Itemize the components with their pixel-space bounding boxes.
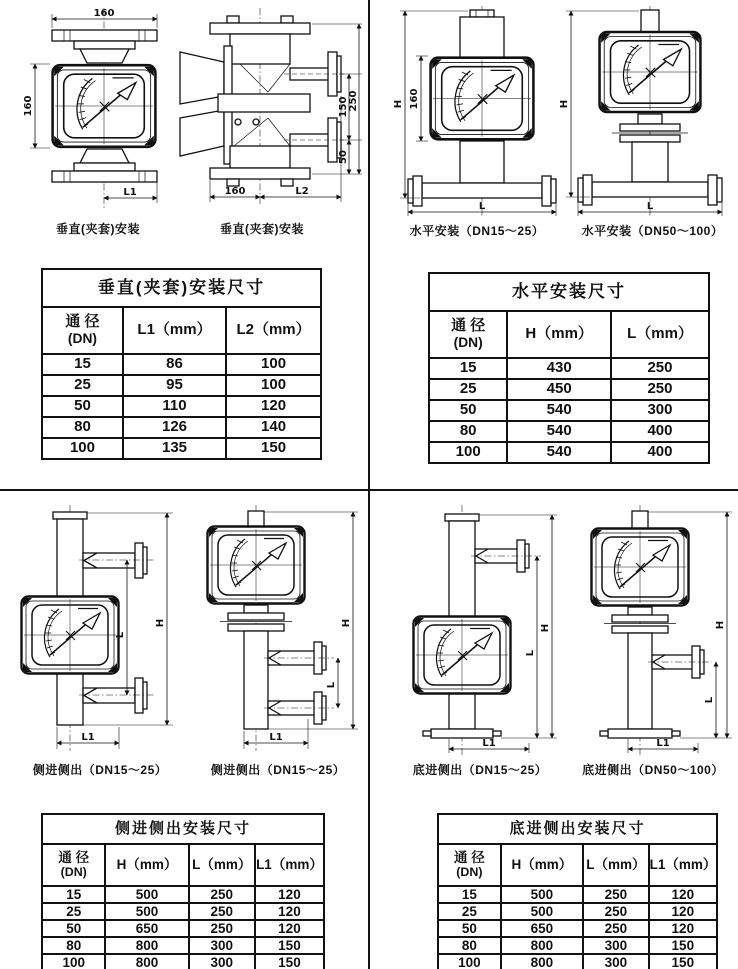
- dim-label: 160: [409, 88, 420, 110]
- table-cell: 150: [255, 937, 324, 954]
- table-cell: 300: [189, 937, 255, 954]
- table-row: [429, 442, 709, 463]
- dim-label: L1: [81, 732, 95, 743]
- dim-label: L1: [123, 187, 137, 198]
- dim-label: L: [115, 631, 126, 639]
- column-header-dn: [429, 311, 507, 358]
- table-row: [438, 937, 717, 954]
- gauge-indicator: [53, 65, 156, 147]
- column-header: L1（mm）: [123, 307, 226, 354]
- table-row: [42, 903, 324, 920]
- table-cell: 50: [429, 400, 507, 421]
- table-cell: 95: [123, 375, 226, 396]
- table-cell: 150: [226, 438, 321, 459]
- dim-label: H: [715, 620, 726, 630]
- table-cell: 15: [42, 886, 105, 903]
- drawing-horizontal-large: [559, 4, 728, 220]
- dn-label: 通 径: [65, 313, 100, 331]
- table-cell: 500: [501, 886, 583, 903]
- table-cell: 150: [255, 954, 324, 969]
- table-row: [429, 421, 709, 442]
- dim-label: H: [155, 618, 166, 628]
- drawing-horizontal-small: [393, 4, 558, 220]
- table-cell: 120: [226, 396, 321, 417]
- table-cell: 50: [42, 396, 123, 417]
- dim-label: H: [393, 99, 404, 109]
- table-cell: 650: [105, 920, 188, 937]
- table-cell: 150: [649, 937, 717, 954]
- table-row: [438, 886, 717, 903]
- meter-body: [592, 511, 713, 738]
- table-cell: 250: [611, 358, 709, 379]
- table-row: [42, 937, 324, 954]
- table-cell: 80: [42, 937, 105, 954]
- table-cell: 50: [438, 920, 501, 937]
- dim-label: L: [646, 201, 654, 212]
- table-cell: 15: [429, 358, 507, 379]
- dim-label: L: [326, 681, 337, 689]
- dim-label: L1: [482, 738, 496, 749]
- table-cell: 250: [583, 920, 649, 937]
- drawing-caption: 侧进侧出（DN15～25）: [210, 763, 346, 777]
- dimension-table-wrap: [41, 268, 322, 460]
- meter-body: [208, 511, 335, 729]
- table-row: [429, 358, 709, 379]
- table-cell: 300: [583, 954, 649, 969]
- drawing-bottom-in-side-out-large: [570, 503, 732, 759]
- dim-label: 50: [338, 150, 349, 164]
- dim-label: 160: [224, 186, 246, 197]
- table-cell: 250: [611, 379, 709, 400]
- column-header: L（mm）: [189, 844, 255, 886]
- dn-unit: (DN): [456, 864, 483, 879]
- table-row: [42, 438, 321, 459]
- table-cell: 140: [226, 417, 321, 438]
- gauge-indicator: [592, 529, 689, 606]
- table-title: 垂直(夹套)安装尺寸: [42, 269, 321, 307]
- table-title: 侧进侧出安装尺寸: [42, 814, 324, 844]
- table-cell: 126: [123, 417, 226, 438]
- gauge-indicator: [22, 597, 119, 674]
- dimension-table-wrap: [437, 813, 718, 969]
- column-header: L1（mm）: [649, 844, 717, 886]
- table-cell: 430: [507, 358, 611, 379]
- meter-body: [180, 16, 344, 186]
- table-cell: 120: [255, 886, 324, 903]
- dn-unit: (DN): [453, 335, 483, 351]
- dim-label: 150: [338, 96, 349, 118]
- drawing-caption: 水平安装（DN50～100）: [581, 224, 724, 238]
- table-cell: 800: [105, 937, 188, 954]
- table-cell: 800: [501, 954, 583, 969]
- dn-unit: (DN): [67, 331, 98, 347]
- table-cell: 120: [255, 920, 324, 937]
- table-cell: 100: [226, 375, 321, 396]
- dim-label: H: [341, 618, 352, 628]
- table-cell: 540: [507, 442, 611, 463]
- table-title: 底进侧出安装尺寸: [438, 814, 717, 844]
- gauge-indicator: [600, 32, 701, 112]
- table-cell: 80: [438, 937, 501, 954]
- table-cell: 400: [611, 442, 709, 463]
- drawing-bottom-in-side-out-small: [395, 503, 563, 759]
- meter-body: [414, 514, 542, 738]
- table-cell: 80: [42, 417, 123, 438]
- table-cell: 50: [42, 920, 105, 937]
- meter-body: [52, 30, 157, 182]
- table-row: [429, 400, 709, 421]
- quadrant-bottom-in-side-out: [370, 491, 738, 969]
- table-cell: 80: [429, 421, 507, 442]
- table-row: [429, 379, 709, 400]
- table-row: [42, 417, 321, 438]
- table-cell: 250: [583, 886, 649, 903]
- drawing-caption: 侧进侧出（DN15～25）: [32, 763, 168, 777]
- dim-label: L: [704, 696, 715, 704]
- table-row: [42, 354, 321, 375]
- quadrant-side-in-side-out: [0, 491, 368, 969]
- column-header: H（mm）: [501, 844, 583, 886]
- table-row: [42, 920, 324, 937]
- dn-label: 通 径: [451, 317, 486, 335]
- table-cell: 110: [123, 396, 226, 417]
- table-cell: 150: [649, 954, 717, 969]
- drawing-vertical-jacket-front: [22, 6, 172, 210]
- dim-label: 250: [348, 90, 359, 112]
- drawing-side-in-side-out-small: [15, 503, 185, 755]
- table-cell: 86: [123, 354, 226, 375]
- table-cell: 120: [649, 903, 717, 920]
- table-cell: 250: [583, 903, 649, 920]
- table-title: 水平安装尺寸: [429, 273, 709, 311]
- column-header: L（mm）: [611, 311, 709, 358]
- dim-label: L: [478, 201, 486, 212]
- gauge-indicator: [208, 527, 305, 604]
- table-cell: 100: [438, 954, 501, 969]
- dim-label: L1: [269, 732, 283, 743]
- table-cell: 25: [429, 379, 507, 400]
- column-header: L（mm）: [583, 844, 649, 886]
- table-row: [42, 886, 324, 903]
- meter-body: [22, 512, 156, 725]
- table-cell: 400: [611, 421, 709, 442]
- table-cell: 500: [105, 886, 188, 903]
- dim-label: 160: [23, 95, 34, 117]
- table-cell: 800: [105, 954, 188, 969]
- table-row: [42, 954, 324, 969]
- gauge-indicator: [414, 617, 511, 694]
- table-cell: 300: [189, 954, 255, 969]
- dim-label: L2: [295, 186, 309, 197]
- table-cell: 120: [649, 920, 717, 937]
- table-cell: 500: [105, 903, 188, 920]
- table-cell: 250: [189, 903, 255, 920]
- drawing-side-in-side-out-large: [188, 503, 364, 755]
- table-cell: 300: [611, 400, 709, 421]
- table-row: [42, 396, 321, 417]
- drawing-caption: 水平安装（DN15～25）: [409, 224, 545, 238]
- column-header: L2（mm）: [226, 307, 321, 354]
- table-cell: 100: [429, 442, 507, 463]
- table-cell: 135: [123, 438, 226, 459]
- table-row: [438, 954, 717, 969]
- table-row: [42, 375, 321, 396]
- table-cell: 650: [501, 920, 583, 937]
- quadrant-vertical-jacket: [0, 0, 368, 489]
- dim-label: 160: [93, 8, 115, 19]
- table-row: [438, 903, 717, 920]
- table-cell: 540: [507, 400, 611, 421]
- table-row: [438, 920, 717, 937]
- dim-label: H: [559, 99, 570, 109]
- table-cell: 540: [507, 421, 611, 442]
- drawing-caption: 垂直(夹套)安装: [56, 222, 140, 236]
- vertical-jacket-table: [41, 268, 322, 460]
- column-header-dn: [438, 844, 501, 886]
- column-header: H（mm）: [105, 844, 188, 886]
- quadrant-horizontal: [370, 0, 738, 489]
- table-cell: 100: [42, 438, 123, 459]
- meter-body: [578, 10, 722, 205]
- table-cell: 100: [226, 354, 321, 375]
- table-cell: 500: [501, 903, 583, 920]
- table-cell: 800: [501, 937, 583, 954]
- table-cell: 250: [189, 920, 255, 937]
- dimension-table-wrap: [428, 272, 710, 464]
- dimension-table-wrap: [41, 813, 325, 969]
- dim-label: H: [540, 623, 551, 633]
- side-in-side-out-table: [41, 813, 325, 969]
- dim-label: L: [525, 649, 536, 657]
- column-header: H（mm）: [507, 311, 611, 358]
- table-cell: 120: [255, 903, 324, 920]
- drawing-caption: 底进侧出（DN50～100）: [582, 763, 724, 777]
- table-cell: 120: [649, 886, 717, 903]
- column-header-dn: [42, 844, 105, 886]
- table-cell: 25: [438, 903, 501, 920]
- dn-label: 通 径: [58, 850, 90, 866]
- bottom-in-side-out-table: [437, 813, 718, 969]
- column-header-dn: [42, 307, 123, 354]
- table-cell: 25: [42, 903, 105, 920]
- table-cell: 15: [438, 886, 501, 903]
- drawing-caption: 底进侧出（DN15～25）: [412, 763, 548, 777]
- table-cell: 25: [42, 375, 123, 396]
- table-cell: 15: [42, 354, 123, 375]
- dim-label: L1: [656, 738, 670, 749]
- horizontal-table: [428, 272, 710, 464]
- drawing-vertical-jacket-side: [172, 6, 364, 210]
- dn-label: 通 径: [454, 850, 485, 866]
- dn-unit: (DN): [60, 864, 87, 879]
- meter-body: [408, 10, 556, 206]
- gauge-indicator: [431, 58, 534, 140]
- column-header: L1（mm）: [255, 844, 324, 886]
- table-cell: 250: [189, 886, 255, 903]
- table-cell: 450: [507, 379, 611, 400]
- drawing-caption: 垂直(夹套)安装: [220, 222, 304, 236]
- table-cell: 300: [583, 937, 649, 954]
- table-cell: 100: [42, 954, 105, 969]
